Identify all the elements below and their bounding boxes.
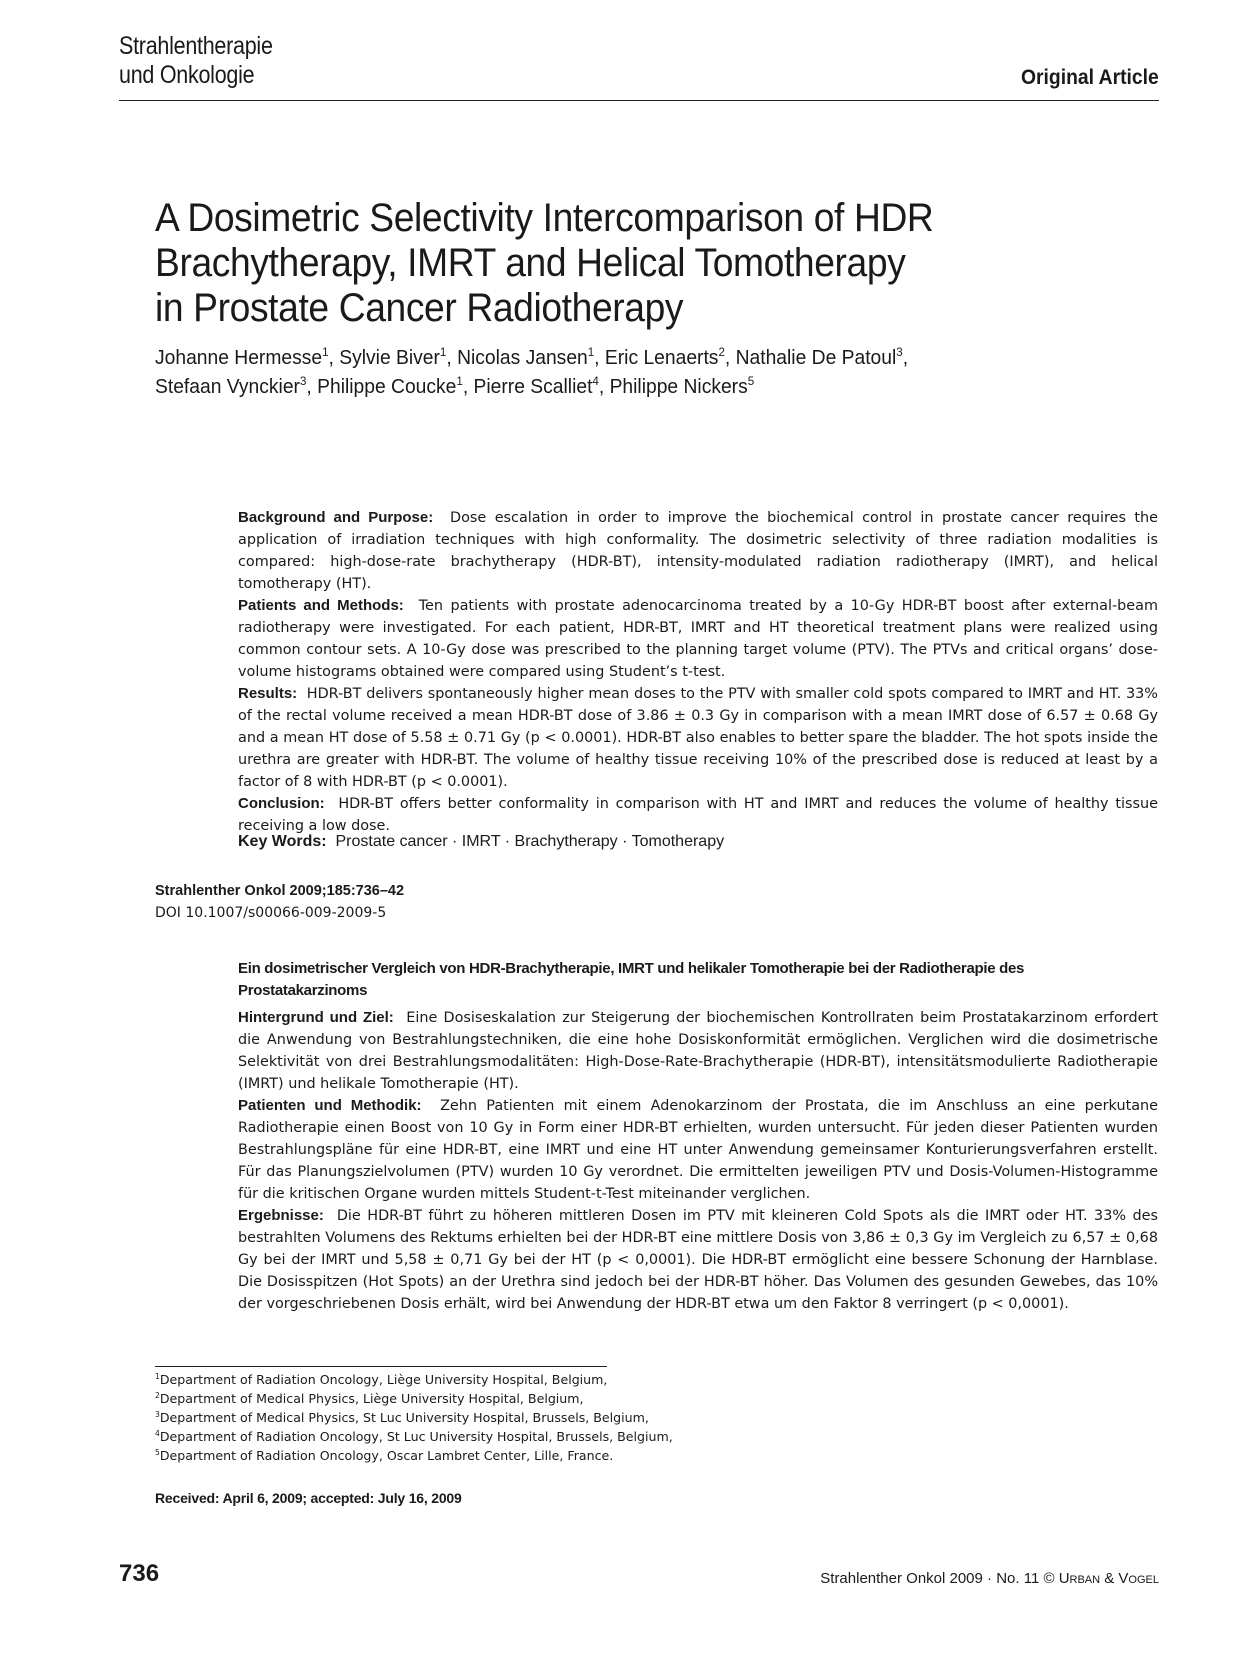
author-affiliation: 5	[747, 374, 755, 389]
received-dates: Received: April 6, 2009; accepted: July 16, 2009	[155, 1490, 462, 1506]
footnote-number: 4	[155, 1428, 160, 1438]
abstract-section	[238, 507, 1158, 595]
abstract-section	[238, 793, 1158, 837]
affiliation-footnotes	[155, 1370, 673, 1465]
citation-block	[155, 880, 404, 924]
author-list	[155, 343, 1105, 401]
author-affiliation: 3	[299, 374, 307, 389]
abstract-section	[238, 1007, 1158, 1095]
footnote	[155, 1408, 673, 1427]
journal-issue: Strahlenther Onkol 2009 · No. 11 ©	[820, 1570, 1055, 1587]
keywords-text: Prostate cancer · IMRT · Brachytherapy · Tomotherapy	[335, 833, 725, 850]
author-affiliation: 1	[439, 345, 447, 360]
article-title	[155, 196, 1055, 331]
doi: DOI 10.1007/s00066-009-2009-5	[155, 905, 387, 921]
author-name: Nicolas Jansen	[457, 346, 588, 369]
author-affiliation: 1	[456, 374, 463, 389]
journal-name	[119, 32, 377, 90]
abstract-text: HDR-BT offers better conformality in comparison with HT and IMRT and reduces the volume of healthy tissue receiving a low dose.	[238, 796, 1158, 834]
author-name: Pierre Scalliet	[473, 375, 593, 398]
author-line: Johanne Hermesse$^1$, Sylvie Biver$^1$, Nicolas Jansen$^1$, Eric Lenaerts$^2$, Nathalie De Patoul$^3$,	[155, 345, 909, 369]
title-line: A Dosimetric Selectivity Intercomparison of HDR	[155, 196, 934, 240]
author-affiliation: 4	[592, 374, 599, 389]
footnote-number: 3	[155, 1409, 160, 1419]
footnote-number: 2	[155, 1390, 160, 1400]
author-affiliation: 3	[896, 345, 903, 360]
keywords-label: Key Words:	[238, 833, 327, 850]
footnote-number: 1	[155, 1371, 160, 1381]
abstract-heading: Background and Purpose:	[238, 509, 434, 526]
footnote-text: Department of Medical Physics, St Luc University Hospital, Brussels, Belgium,	[159, 1410, 649, 1425]
citation-reference: Strahlenther Onkol 2009;185:736–42	[155, 883, 405, 899]
footnote-text: Department of Medical Physics, Liège University Hospital, Belgium,	[159, 1391, 584, 1406]
footnote	[155, 1370, 673, 1389]
author-name: Nathalie De Patoul	[735, 346, 897, 369]
author-affiliation: 1	[322, 345, 329, 360]
abstract-heading: Hintergrund und Ziel:	[238, 1009, 394, 1026]
abstract-heading: Ergebnisse:	[238, 1207, 324, 1224]
footnote	[155, 1446, 673, 1465]
footnote-text: Department of Radiation Oncology, Oscar Lambret Center, Lille, France.	[159, 1448, 614, 1463]
abstract-heading: Patients and Methods:	[238, 597, 404, 614]
header-divider	[119, 100, 1159, 101]
abstract-english	[238, 507, 1158, 837]
abstract-text: Eine Dosiseskalation zur Steigerung der biochemischen Kontrollraten beim Prostatakarzinom erfordert die Anwendung von Bestrahlungstechniken, die eine hohe Dosiskonformität ermöglichen. Verglichen wird die dosimetrische Selektivität von drei Bestrahlungsmodalitäten: High-Dose-Rate-Brachytherapie (HDR-BT), intensitätsmodulierte Radiotherapie (IMRT) und helikale Tomotherapie (HT).	[238, 1010, 1159, 1092]
abstract-heading: Conclusion:	[238, 795, 325, 812]
author-name: Philippe Coucke	[317, 375, 457, 398]
title-line: Brachytherapy, IMRT and Helical Tomotherapy	[155, 241, 906, 285]
abstract-german	[238, 1007, 1158, 1315]
abstract-heading: Patienten und Methodik:	[238, 1097, 422, 1114]
journal-footer	[820, 1570, 1159, 1587]
keywords	[238, 833, 724, 851]
journal-name-line2: und Onkologie	[119, 61, 255, 89]
author-name: Stefaan Vynckier	[155, 375, 300, 398]
abstract-text: Die HDR-BT führt zu höheren mittleren Dosen im PTV mit kleineren Cold Spots als die IMRT oder HT. 33% des bestrahlten Volumens des Rektums erhielten bei der HDR-BT eine mittlere Dosis von 3,86 ± 0,3 Gy im Vergleich zu 6,57 ± 0,68 Gy bei der IMRT und 5,58 ± 0,71 Gy bei der HT (p < 0,0001). Die HDR-BT ermöglicht eine bessere Schonung der Harnblase. Die Dosisspitzen (Hot Spots) an der Urethra sind jedoch bei der HDR-BT höher. Das Volumen des gesunden Gewebes, das 10% der vorgeschriebenen Dosis erhält, wird bei Anwendung der HDR-BT etwa um den Faktor 8 verringert (p < 0,0001).	[238, 1208, 1158, 1312]
footnote-number: 5	[155, 1447, 160, 1457]
article-type: Original Article	[1021, 66, 1159, 89]
author-affiliation: 2	[718, 345, 725, 360]
abstract-text: Zehn Patienten mit einem Adenokarzinom der Prostata, die im Anschluss an eine perkutane Radiotherapie einen Boost von 10 Gy in Form einer HDR-BT erhielten, wurden untersucht. Für jeden dieser Patienten wurden Bestrahlungspläne für eine HDR-BT, eine IMRT und eine HT unter Anwendung gemeinsamer Konturierungsverfahren erstellt. Für das Planungszielvolumen (PTV) wurden 10 Gy verordnet. Die ermittelten jeweiligen PTV und Dosis-Volumen-Histogramme für die kritischen Organe wurden mittels Student-t-Test miteinander verglichen.	[238, 1098, 1159, 1202]
abstract-section	[238, 683, 1158, 793]
author-name: Eric Lenaerts	[604, 346, 719, 369]
author-affiliation: 1	[587, 345, 595, 360]
page-number: 736	[119, 1560, 160, 1587]
abstract-text: Dose escalation in order to improve the biochemical control in prostate cancer requires the application of irradiation techniques with high conformality. The dosimetric selectivity of three radiation modalities is compared: high-dose-rate brachytherapy (HDR-BT), intensity-modulated radiation radiotherapy (IMRT), and helical tomotherapy (HT).	[238, 510, 1158, 592]
footnote	[155, 1389, 673, 1408]
german-title: Ein dosimetrischer Vergleich von HDR-Brachytherapie, IMRT und helikaler Tomotherapie bei der Radiotherapie des Prostatakarzinoms	[238, 960, 1025, 999]
footnote-text: Department of Radiation Oncology, St Luc University Hospital, Brussels, Belgium,	[159, 1429, 673, 1444]
footnote	[155, 1427, 673, 1446]
title-line: in Prostate Cancer Radiotherapy	[155, 286, 684, 330]
abstract-text: HDR-BT delivers spontaneously higher mean doses to the PTV with smaller cold spots compared to IMRT and HT. 33% of the rectal volume received a mean HDR-BT dose of 3.86 ± 0.3 Gy in comparison with a mean IMRT dose of 6.57 ± 0.68 Gy and a mean HT dose of 5.58 ± 0.71 Gy (p < 0.0001). HDR-BT also enables to better spare the bladder. The hot spots inside the urethra are greater with HDR-BT. The volume of healthy tissue receiving 10% of the prescribed dose is reduced at least by a factor of 8 with HDR-BT (p < 0.0001).	[238, 686, 1158, 790]
abstract-text: Ten patients with prostate adenocarcinoma treated by a 10-Gy HDR-BT boost after external-beam radiotherapy were investigated. For each patient, HDR-BT, IMRT and HT theoretical treatment plans were realized using common contour sets. A 10-Gy dose was prescribed to the planning target volume (PTV). The PTVs and critical organs’ dose-volume histograms obtained were compared using Student’s t-test.	[238, 598, 1158, 680]
abstract-heading: Results:	[238, 685, 298, 702]
publisher-name: Urban & Vogel	[1058, 1570, 1159, 1587]
author-name: Johanne Hermesse	[155, 346, 323, 369]
footnote-text: Department of Radiation Oncology, Liège University Hospital, Belgium,	[159, 1372, 608, 1387]
footnote-divider	[155, 1366, 607, 1367]
author-name: Sylvie Biver	[339, 346, 440, 369]
author-line: Stefaan Vynckier$^3$, Philippe Coucke$^1$, Pierre Scalliet$^4$, Philippe Nickers$^5$	[155, 374, 755, 398]
author-name: Philippe Nickers	[609, 375, 748, 398]
abstract-section	[238, 1095, 1158, 1205]
abstract-section	[238, 595, 1158, 683]
journal-name-line1: Strahlentherapie	[119, 32, 273, 60]
abstract-section	[238, 1205, 1158, 1315]
